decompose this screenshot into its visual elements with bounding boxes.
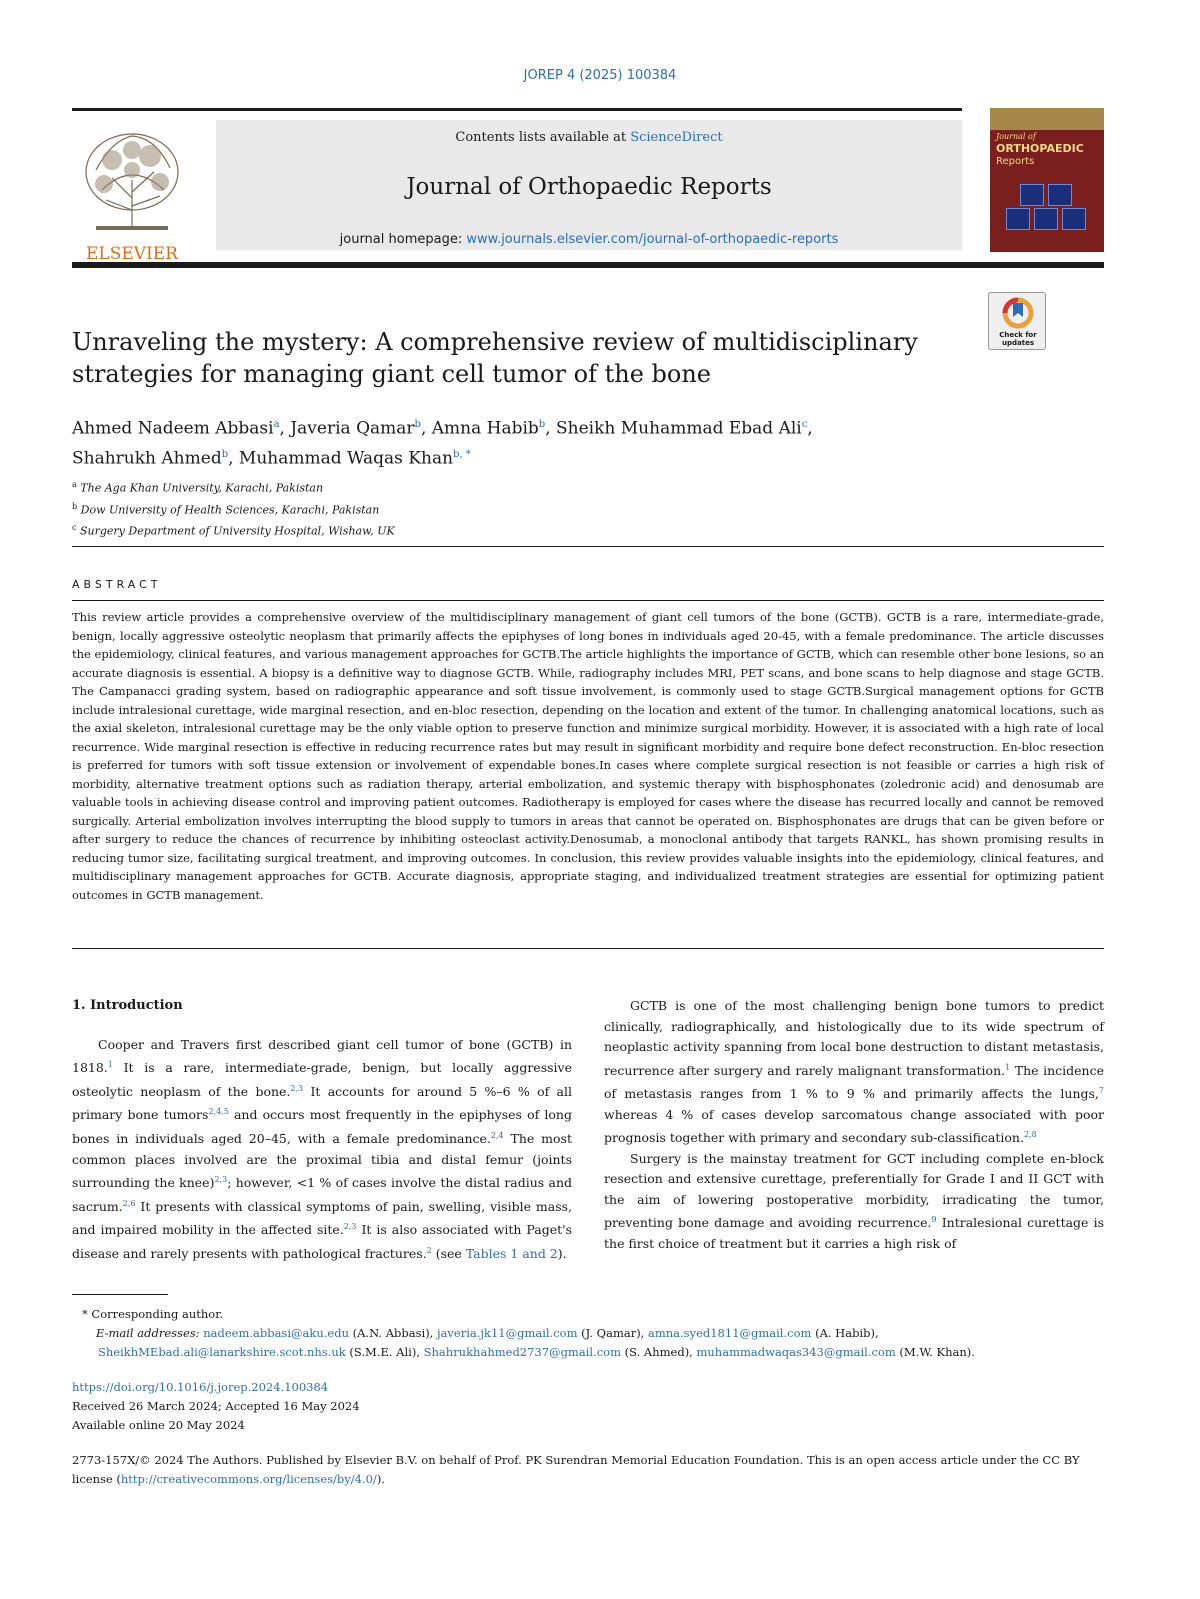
check-updates-icon [989, 293, 1047, 331]
abstract-top-rule [72, 600, 1104, 601]
body-text: The most common places involved are the proximal tibia and distal femur (joints surrounding the knee) [72, 1131, 572, 1191]
header-top-rule [72, 108, 962, 111]
reference-citation[interactable]: 2,3 [290, 1083, 304, 1093]
reference-citation[interactable]: 2,4 [490, 1130, 504, 1140]
header-bottom-rule [72, 262, 1104, 268]
email-link[interactable]: Shahrukhahmed2737@gmail.com [423, 1345, 621, 1359]
abstract-bottom-rule [72, 948, 1104, 949]
reference-citation[interactable]: 2,6 [122, 1198, 136, 1208]
author-name: Shahrukh Ahmed [72, 448, 222, 469]
affiliation-rule [72, 546, 1104, 547]
body-text: ; however, <1 % of cases involve the distal radius and sacrum. [72, 1175, 573, 1214]
affiliation-item [72, 498, 972, 520]
section-heading-introduction: 1. Introduction [72, 998, 183, 1013]
reference-citation[interactable]: 2,4,5 [208, 1107, 229, 1117]
reference-citation[interactable]: 2,3 [214, 1175, 228, 1185]
email-owner: (S.M.E. Ali), [345, 1345, 424, 1359]
email-link[interactable]: nadeem.abbasi@aku.edu [203, 1326, 349, 1340]
corresponding-author-note [72, 1305, 1104, 1324]
author-name: Ahmed Nadeem Abbasi [72, 418, 274, 439]
body-text: Intralesional curettage is the first choice of treatment but it carries a high risk of [604, 1215, 1104, 1252]
author-affiliation-marker[interactable]: b [414, 419, 421, 430]
cover-title-line3: Reports [996, 156, 1035, 167]
body-text: It accounts for around 5 %–6 % of all primary bone tumors [72, 1083, 572, 1123]
homepage-line [216, 232, 962, 247]
homepage-link[interactable]: www.journals.elsevier.com/journal-of-orthopaedic-reports [466, 232, 839, 247]
reference-citation[interactable]: 9 [931, 1215, 937, 1225]
reference-citation[interactable]: 7 [1098, 1086, 1104, 1096]
cover-title-line1: Journal of [996, 132, 1036, 141]
email-owner: (M.W. Khan). [895, 1345, 975, 1359]
body-text: It is also associated with Paget's disease and rarely presents with pathological fractures. [72, 1222, 572, 1262]
affiliation-key: c [72, 523, 77, 533]
email-owner: (A.N. Abbasi), [348, 1326, 437, 1340]
email-link[interactable]: javeria.jk11@gmail.com [437, 1326, 578, 1340]
body-text: ). [557, 1246, 567, 1262]
reference-citation[interactable]: 2,8 [1023, 1130, 1037, 1140]
reference-citation[interactable]: 1 [1005, 1062, 1011, 1072]
author-affiliation-marker[interactable]: b [221, 448, 229, 460]
body-text: The incidence of metastasis ranges from 1 % to 9 % and primarily affects the lungs, [604, 1062, 1104, 1102]
email-link[interactable]: muhammadwaqas343@gmail.com [696, 1345, 896, 1359]
body-text: GCTB is one of the most challenging benign bone tumors to predict clinically, radiographically, and histologically due to its wide spectrum of neoplastic activity spanning from local bone destruction to distant metastasis, recurrence after surgery and rarely malignant transformation. [604, 998, 1104, 1078]
body-column-left [72, 996, 572, 1265]
author-separator: , [279, 418, 291, 439]
copyright-suffix: ). [376, 1472, 385, 1486]
intro-paragraph [72, 1035, 572, 1265]
author-separator: , [545, 418, 557, 439]
email-link[interactable]: SheikhMEbad.ali@lanarkshire.scot.nhs.uk [98, 1345, 346, 1359]
body-text: Cooper and Travers first described giant cell tumor of bone (GCTB) in 1818. [72, 1036, 572, 1076]
journal-name: Journal of Orthopaedic Reports [406, 174, 772, 200]
affiliation-text: Surgery Department of University Hospital, Wishaw, UK [76, 524, 395, 538]
author-affiliation-marker[interactable]: a [273, 419, 280, 430]
license-link[interactable]: http://creativecommons.org/licenses/by/4.0/ [120, 1472, 377, 1486]
cover-image [1006, 208, 1030, 230]
publisher-wordmark: ELSEVIER [86, 244, 178, 262]
journal-citation[interactable]: JOREP 4 (2025) 100384 [523, 68, 677, 83]
author-name: Muhammad Waqas Khan [238, 448, 454, 469]
affiliation-item [72, 519, 972, 541]
author-name: Amna Habib [431, 418, 539, 439]
email-owner: (J. Qamar), [577, 1326, 648, 1340]
author-name: Javeria Qamar [290, 418, 415, 439]
elsevier-tree-logo [72, 120, 192, 262]
cover-top-band [990, 108, 1104, 130]
reference-citation[interactable]: 2,3 [343, 1222, 357, 1232]
cover-image [1048, 184, 1072, 206]
check-updates-label: Check for updates [999, 331, 1037, 347]
homepage-prefix: journal homepage: [339, 232, 467, 247]
copyright-notice [72, 1451, 1104, 1489]
cover-image [1034, 208, 1058, 230]
journal-header [72, 108, 1104, 262]
body-text: and occurs most frequently in the epiphyses of long bones in individuals aged 20–45, with a female predominance. [72, 1107, 572, 1147]
affiliation-text: The Aga Khan University, Karachi, Pakistan [76, 481, 324, 495]
body-text: It presents with classical symptoms of pain, swelling, visible mass, and impaired mobility in the affected site. [72, 1198, 572, 1238]
affiliation-item [72, 476, 972, 498]
contents-line [216, 130, 962, 145]
online-date: Available online 20 May 2024 [72, 1418, 245, 1432]
author-separator: , [228, 448, 239, 469]
copyright-text: 2773-157X/© 2024 The Authors. Published by Elsevier B.V. on behalf of Prof. PK Surendran Memorial Education Foundation. This is an open access article under the CC BY license ( [72, 1453, 1080, 1486]
author-affiliation-marker[interactable]: c [801, 419, 808, 430]
affiliation-text: Dow University of Health Sciences, Karachi, Pakistan [77, 503, 380, 517]
corresponding-text: Corresponding author. [91, 1307, 224, 1321]
email-owner: (S. Ahmed), [620, 1345, 697, 1359]
author-separator: , [420, 418, 432, 439]
body-text: (see [431, 1246, 466, 1262]
email-label: E-mail addresses: [96, 1326, 204, 1340]
email-owner: (A. Habib), [811, 1326, 879, 1340]
footnote-rule [72, 1294, 168, 1295]
author-list [72, 412, 972, 471]
body-column-right [604, 996, 1104, 1255]
journal-info-box [216, 120, 962, 250]
email-link[interactable]: amna.syed1811@gmail.com [648, 1326, 812, 1340]
abstract-text: This review article provides a comprehensive overview of the multidisciplinary management of giant cell tumors of the bone (GCTB). GCTB is a rare, intermediate-grade, benign, locally aggressive osteolytic neoplasm that primarily affects the epiphyses of long bones in individuals aged 20-45, with a female predominance. The article discusses the epidemiology, clinical features, and various management approaches for GCTB.The article highlights the importance of GCTB, which can resemble other bone lesions, so an accurate diagnosis is essential. A biopsy is a definitive way to diagnose GCTB. While, radiography includes MRI, PET scans, and bone scans to help diagnose and stage GCTB. The Campanacci grading system, based on radiographic appearance and soft tissue involvement, is commonly used to stage GCTB.Surgical management options for GCTB include intralesional curettage, wide marginal resection, and en-bloc resection, depending on the location and extent of the tumor. In challenging anatomical locations, such as the axial skeleton, intralesional curettage may be the only viable option to preserve function and minimize surgical morbidity. However, it is associated with a high rate of local recurrence. Wide marginal resection is effective in reducing recurrence rates but may result in significant morbidity and require bone defect reconstruction. En-bloc resection is preferred for tumors with soft tissue extension or involvement of expendable bones.In cases where complete surgical resection is not feasible or carries a high risk of morbidity, alternative treatment options such as radiation therapy, arterial embolization, and systemic therapy with bisphosphonates (zoledronic acid) and denosumab are valuable tools in achieving disease control and improving patient outcomes. Radiotherapy is employed for cases where the disease has recurred locally and cannot be removed surgically. Arterial embolization involves interrupting the blood supply to tumors in areas that cannot be operated on. Bisphosphonates are drugs that can be given before or after surgery to reduce the chances of recurrence by inhibiting osteoclast activity.Denosumab, a monoclonal antibody that targets RANKL, has shown promising results in reducing tumor size, facilitating surgical treatment, and improving outcomes. In conclusion, this review provides valuable insights into the epidemiology, clinical features, and multidisciplinary management approaches for GCTB. Accurate diagnosis, appropriate staging, and individualized treatment strategies are essential for optimizing patient outcomes in GCTB management. [72, 610, 1104, 902]
received-dates: Received 26 March 2024; Accepted 16 May 2024 [72, 1399, 360, 1413]
cover-title-line2: ORTHOPAEDIC [996, 142, 1084, 155]
publication-info [72, 1378, 1104, 1489]
affiliation-list [72, 476, 972, 541]
sciencedirect-link[interactable]: ScienceDirect [630, 130, 723, 145]
contents-prefix: Contents lists available at [455, 130, 631, 145]
affiliation-key: b [72, 501, 78, 511]
intro-paragraph [604, 996, 1104, 1149]
doi-link[interactable]: https://doi.org/10.1016/j.jorep.2024.100384 [72, 1380, 329, 1394]
author-affiliation-marker[interactable]: b, * [453, 448, 471, 460]
abstract-heading: ABSTRACT [72, 578, 162, 591]
author-separator: , [807, 418, 813, 439]
reference-citation[interactable]: 2 [426, 1246, 432, 1256]
cover-image [1062, 208, 1086, 230]
reference-citation[interactable]: 1 [107, 1060, 113, 1069]
journal-cover-thumbnail [990, 108, 1104, 252]
body-text: whereas 4 % of cases develop sarcomatous change associated with poor prognosis together with primary and secondary sub-classification. [604, 1106, 1104, 1146]
author-affiliation-marker[interactable]: b [538, 419, 546, 430]
author-name: Sheikh Muhammad Ebad Ali [556, 418, 802, 439]
body-text: Surgery is the mainstay treatment for GCT including complete en-block resection and extensive curettage, preferentially for Grade I and II GCT with the aim of lowering postoperative morbidity, irradicating the tumor, preventing bone damage and avoiding recurrence. [604, 1150, 1104, 1231]
corresponding-star: * [82, 1307, 88, 1321]
article-title: Unraveling the mystery: A comprehensive review of multidisciplinary strategies for managing giant cell tumor of the bone [72, 328, 918, 388]
email-addresses [72, 1324, 1104, 1362]
cover-image [1020, 184, 1044, 206]
intro-paragraph [604, 1149, 1104, 1255]
body-text: It is a rare, intermediate-grade, benign, but locally aggressive osteolytic neoplasm of the bone. [72, 1060, 572, 1099]
tables-link[interactable]: Tables 1 and 2 [465, 1246, 558, 1262]
footnotes [72, 1305, 1104, 1362]
check-for-updates-badge[interactable] [988, 292, 1046, 350]
affiliation-key: a [72, 480, 77, 489]
